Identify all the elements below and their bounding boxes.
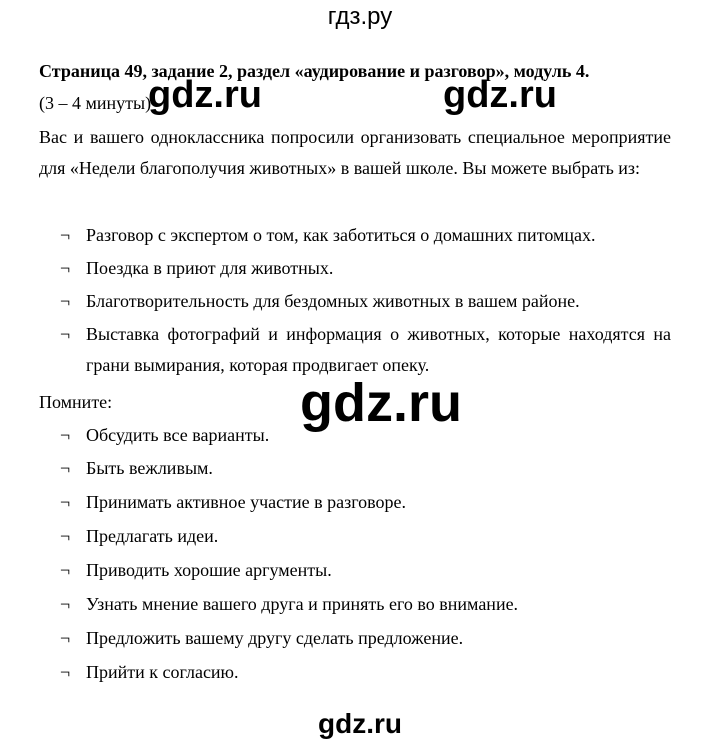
remember-text: Принимать активное участие в разговоре.	[86, 492, 407, 512]
remember-text: Предлагать идеи.	[86, 526, 219, 546]
bullet-icon: ¬	[60, 492, 71, 512]
bullet-icon: ¬	[60, 324, 71, 344]
watermark: gdz.ru	[148, 74, 262, 116]
bullet-icon: ¬	[60, 458, 71, 478]
task-title: Страница 49, задание 2, раздел «аудирование и разговор», модуль 4.	[39, 61, 590, 81]
option-text: Разговор с экспертом о том, как заботиться о домашних питомцах.	[86, 225, 596, 245]
remember-text: Прийти к согласию.	[86, 662, 239, 682]
site-header-title: гдз.ру	[327, 3, 393, 30]
bullet-icon: ¬	[60, 225, 71, 245]
watermark: gdz.ru	[443, 74, 557, 116]
bullet-icon: ¬	[60, 628, 71, 648]
site-footer-title: gdz.ru	[318, 708, 402, 739]
bullet-icon: ¬	[60, 291, 71, 311]
bullet-icon: ¬	[60, 425, 71, 445]
bullet-icon: ¬	[60, 594, 71, 614]
remember-text: Предложить вашему другу сделать предложение.	[86, 628, 464, 648]
task-duration: (3 – 4 минуты)	[39, 93, 152, 113]
watermark: gdz.ru	[300, 373, 462, 433]
bullet-icon: ¬	[60, 560, 71, 580]
option-text: Выставка фотографий и информация о животных, которые находятся на грани вымирания, которая продвигает опеку.	[86, 324, 671, 375]
bullet-icon: ¬	[60, 662, 71, 682]
option-text: Поездка в приют для животных.	[86, 258, 334, 278]
bullet-icon: ¬	[60, 258, 71, 278]
task-intro: Вас и вашего одноклассника попросили организовать специальное мероприятие для «Недели благополучия животных» в вашей школе. Вы можете выбрать из:	[39, 127, 671, 178]
remember-text: Приводить хорошие аргументы.	[86, 560, 332, 580]
remember-label: Помните:	[39, 392, 113, 412]
remember-text: Узнать мнение вашего друга и принять его во внимание.	[86, 594, 519, 614]
option-text: Благотворительность для бездомных животных в вашем районе.	[86, 291, 580, 311]
remember-text: Обсудить все варианты.	[86, 425, 270, 445]
bullet-icon: ¬	[60, 526, 71, 546]
remember-text: Быть вежливым.	[86, 458, 213, 478]
